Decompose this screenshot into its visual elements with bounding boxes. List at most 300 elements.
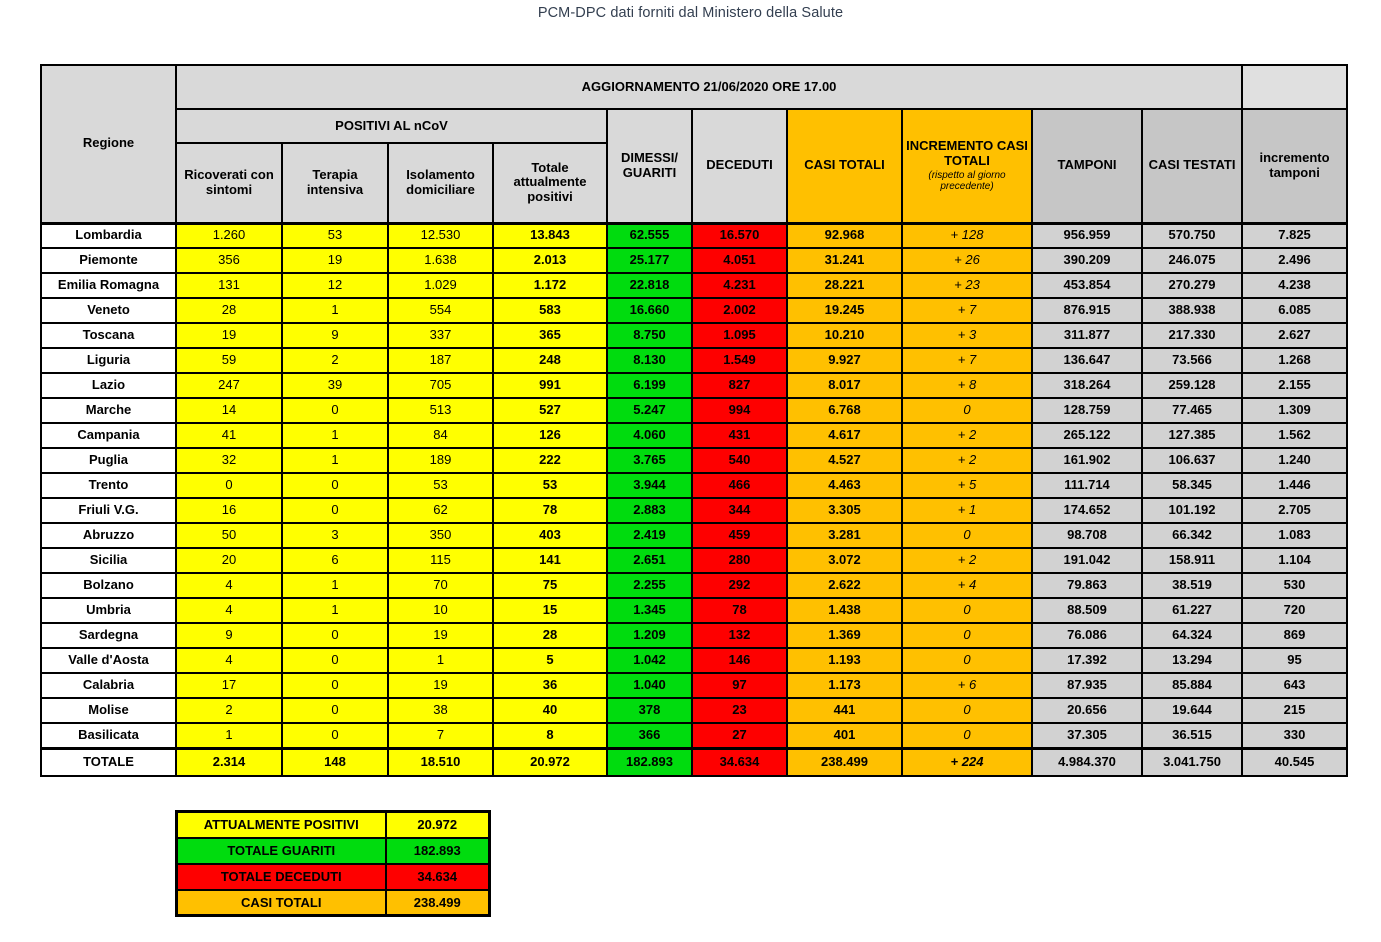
cell-guariti: 4.060 (607, 423, 692, 448)
cell-terapia: 1 (282, 298, 388, 323)
cell-incremento_tamponi: 1.240 (1242, 448, 1347, 473)
cell-ricoverati: 50 (176, 523, 282, 548)
cell-ricoverati: 4 (176, 573, 282, 598)
cell-incremento: + 2 (902, 548, 1032, 573)
cell-ricoverati: 4 (176, 598, 282, 623)
cell-tamponi: 87.935 (1032, 673, 1142, 698)
header-deceduti: DECEDUTI (692, 109, 787, 223)
cell-ricoverati: 14 (176, 398, 282, 423)
cell-casi_testati: 127.385 (1142, 423, 1242, 448)
cell-deceduti: 344 (692, 498, 787, 523)
cell-tamponi: 136.647 (1032, 348, 1142, 373)
cell-terapia: 6 (282, 548, 388, 573)
cell-casi_totali: 4.617 (787, 423, 902, 448)
cell-tamponi: 76.086 (1032, 623, 1142, 648)
cell-casi_testati: 101.192 (1142, 498, 1242, 523)
cell-deceduti: 827 (692, 373, 787, 398)
cell-incremento_tamponi: 40.545 (1242, 748, 1347, 776)
cell-ricoverati: 356 (176, 248, 282, 273)
cell-ricoverati: 41 (176, 423, 282, 448)
header-row-aggiornamento (41, 65, 1347, 109)
cell-tamponi: 4.984.370 (1032, 748, 1142, 776)
cell-incremento_tamponi: 1.268 (1242, 348, 1347, 373)
cell-incremento_tamponi: 215 (1242, 698, 1347, 723)
cell-casi_totali: 3.281 (787, 523, 902, 548)
cell-deceduti: 1.549 (692, 348, 787, 373)
cell-totale_positivi: 13.843 (493, 223, 607, 248)
summary-row (177, 838, 490, 864)
cell-terapia: 0 (282, 673, 388, 698)
cell-incremento: + 7 (902, 298, 1032, 323)
cell-guariti: 3.944 (607, 473, 692, 498)
cell-tamponi: 79.863 (1032, 573, 1142, 598)
cell-guariti: 8.130 (607, 348, 692, 373)
cell-name: Toscana (41, 323, 176, 348)
cell-casi_totali: 401 (787, 723, 902, 748)
cell-casi_testati: 38.519 (1142, 573, 1242, 598)
cell-isolamento: 70 (388, 573, 493, 598)
cell-casi_testati: 85.884 (1142, 673, 1242, 698)
cell-isolamento: 513 (388, 398, 493, 423)
cell-casi_totali: 1.193 (787, 648, 902, 673)
header-incremento-casi-totali-title: INCREMENTO CASI TOTALI (906, 138, 1028, 168)
covid-regions-table (40, 64, 1348, 777)
cell-deceduti: 466 (692, 473, 787, 498)
cell-incremento_tamponi: 720 (1242, 598, 1347, 623)
cell-guariti: 8.750 (607, 323, 692, 348)
header-row-groups (41, 109, 1347, 143)
cell-incremento: + 6 (902, 673, 1032, 698)
cell-isolamento: 62 (388, 498, 493, 523)
cell-deceduti: 431 (692, 423, 787, 448)
summary-row (177, 812, 490, 838)
cell-casi_testati: 36.515 (1142, 723, 1242, 748)
table-row (41, 273, 1347, 298)
table-row (41, 698, 1347, 723)
cell-deceduti: 4.231 (692, 273, 787, 298)
table-row (41, 673, 1347, 698)
page (0, 5, 1381, 917)
cell-isolamento: 337 (388, 323, 493, 348)
cell-ricoverati: 1.260 (176, 223, 282, 248)
cell-ricoverati: 2 (176, 698, 282, 723)
cell-terapia: 1 (282, 423, 388, 448)
table-row (41, 448, 1347, 473)
cell-casi_testati: 259.128 (1142, 373, 1242, 398)
cell-incremento: + 7 (902, 348, 1032, 373)
cell-isolamento: 19 (388, 623, 493, 648)
cell-casi_totali: 3.072 (787, 548, 902, 573)
table-row (41, 473, 1347, 498)
cell-guariti: 1.345 (607, 598, 692, 623)
cell-casi_totali: 19.245 (787, 298, 902, 323)
cell-ricoverati: 59 (176, 348, 282, 373)
cell-isolamento: 18.510 (388, 748, 493, 776)
cell-terapia: 0 (282, 623, 388, 648)
table-body (41, 223, 1347, 776)
cell-incremento: + 1 (902, 498, 1032, 523)
cell-terapia: 2 (282, 348, 388, 373)
cell-isolamento: 1 (388, 648, 493, 673)
table-row (41, 423, 1347, 448)
table-row (41, 398, 1347, 423)
cell-tamponi: 311.877 (1032, 323, 1142, 348)
cell-tamponi: 174.652 (1032, 498, 1142, 523)
summary-body (177, 812, 490, 916)
cell-casi_testati: 58.345 (1142, 473, 1242, 498)
table-row (41, 223, 1347, 248)
cell-terapia: 0 (282, 473, 388, 498)
cell-tamponi: 265.122 (1032, 423, 1142, 448)
cell-name: Marche (41, 398, 176, 423)
table-row (41, 498, 1347, 523)
cell-guariti: 2.419 (607, 523, 692, 548)
cell-incremento_tamponi: 7.825 (1242, 223, 1347, 248)
cell-incremento_tamponi: 2.496 (1242, 248, 1347, 273)
cell-totale_positivi: 36 (493, 673, 607, 698)
table-row (41, 248, 1347, 273)
cell-casi_totali: 441 (787, 698, 902, 723)
cell-tamponi: 876.915 (1032, 298, 1142, 323)
cell-totale_positivi: 527 (493, 398, 607, 423)
cell-totale_positivi: 28 (493, 623, 607, 648)
cell-ricoverati: 32 (176, 448, 282, 473)
cell-terapia: 148 (282, 748, 388, 776)
summary-label: TOTALE DECEDUTI (177, 864, 386, 890)
table-row (41, 298, 1347, 323)
cell-totale_positivi: 365 (493, 323, 607, 348)
cell-terapia: 9 (282, 323, 388, 348)
cell-name: Campania (41, 423, 176, 448)
cell-deceduti: 292 (692, 573, 787, 598)
cell-deceduti: 34.634 (692, 748, 787, 776)
cell-deceduti: 1.095 (692, 323, 787, 348)
cell-ricoverati: 2.314 (176, 748, 282, 776)
cell-incremento_tamponi: 330 (1242, 723, 1347, 748)
table-row (41, 623, 1347, 648)
cell-guariti: 22.818 (607, 273, 692, 298)
cell-casi_testati: 77.465 (1142, 398, 1242, 423)
cell-incremento_tamponi: 869 (1242, 623, 1347, 648)
cell-totale_positivi: 78 (493, 498, 607, 523)
cell-deceduti: 540 (692, 448, 787, 473)
cell-terapia: 0 (282, 648, 388, 673)
cell-terapia: 1 (282, 598, 388, 623)
cell-deceduti: 27 (692, 723, 787, 748)
cell-name: Liguria (41, 348, 176, 373)
summary-value: 238.499 (386, 890, 490, 916)
cell-isolamento: 19 (388, 673, 493, 698)
cell-name: Friuli V.G. (41, 498, 176, 523)
cell-isolamento: 189 (388, 448, 493, 473)
cell-casi_testati: 388.938 (1142, 298, 1242, 323)
summary-value: 20.972 (386, 812, 490, 838)
cell-guariti: 378 (607, 698, 692, 723)
cell-incremento: 0 (902, 523, 1032, 548)
cell-casi_totali: 238.499 (787, 748, 902, 776)
cell-name: Emilia Romagna (41, 273, 176, 298)
cell-name: Puglia (41, 448, 176, 473)
header-dimessi-guariti: DIMESSI/ GUARITI (607, 109, 692, 223)
header-ricoverati-con-sintomi: Ricoverati con sintomi (176, 143, 282, 223)
cell-casi_totali: 92.968 (787, 223, 902, 248)
cell-tamponi: 20.656 (1032, 698, 1142, 723)
cell-guariti: 1.209 (607, 623, 692, 648)
cell-tamponi: 956.959 (1032, 223, 1142, 248)
cell-incremento_tamponi: 2.155 (1242, 373, 1347, 398)
table-row (41, 373, 1347, 398)
cell-deceduti: 994 (692, 398, 787, 423)
cell-deceduti: 97 (692, 673, 787, 698)
cell-guariti: 2.651 (607, 548, 692, 573)
summary-label: ATTUALMENTE POSITIVI (177, 812, 386, 838)
cell-guariti: 182.893 (607, 748, 692, 776)
cell-incremento_tamponi: 1.309 (1242, 398, 1347, 423)
cell-incremento: + 4 (902, 573, 1032, 598)
header-incremento-casi-totali-note: (rispetto al giorno precedente) (928, 170, 1006, 193)
cell-tamponi: 98.708 (1032, 523, 1142, 548)
cell-ricoverati: 4 (176, 648, 282, 673)
cell-name: Molise (41, 698, 176, 723)
cell-casi_totali: 4.527 (787, 448, 902, 473)
cell-incremento_tamponi: 6.085 (1242, 298, 1347, 323)
header-isolamento-domiciliare: Isolamento domiciliare (388, 143, 493, 223)
cell-incremento: + 128 (902, 223, 1032, 248)
cell-terapia: 0 (282, 723, 388, 748)
cell-incremento: 0 (902, 723, 1032, 748)
cell-guariti: 1.042 (607, 648, 692, 673)
header-casi-testati: CASI TESTATI (1142, 109, 1242, 223)
table-row (41, 348, 1347, 373)
header-positivi-group: POSITIVI AL nCoV (176, 109, 607, 143)
cell-totale_positivi: 5 (493, 648, 607, 673)
cell-casi_totali: 8.017 (787, 373, 902, 398)
cell-isolamento: 53 (388, 473, 493, 498)
cell-isolamento: 12.530 (388, 223, 493, 248)
cell-totale_positivi: 8 (493, 723, 607, 748)
cell-tamponi: 17.392 (1032, 648, 1142, 673)
cell-incremento: + 2 (902, 423, 1032, 448)
cell-tamponi: 37.305 (1032, 723, 1142, 748)
cell-incremento_tamponi: 4.238 (1242, 273, 1347, 298)
cell-name: TOTALE (41, 748, 176, 776)
cell-incremento_tamponi: 643 (1242, 673, 1347, 698)
cell-incremento: + 224 (902, 748, 1032, 776)
cell-name: Abruzzo (41, 523, 176, 548)
cell-deceduti: 459 (692, 523, 787, 548)
cell-incremento: + 3 (902, 323, 1032, 348)
table-row (41, 573, 1347, 598)
header-totale-attualmente-positivi: Totale attualmente positivi (493, 143, 607, 223)
cell-incremento_tamponi: 1.562 (1242, 423, 1347, 448)
cell-tamponi: 318.264 (1032, 373, 1142, 398)
cell-casi_totali: 9.927 (787, 348, 902, 373)
cell-name: Sicilia (41, 548, 176, 573)
cell-isolamento: 84 (388, 423, 493, 448)
cell-name: Calabria (41, 673, 176, 698)
cell-incremento_tamponi: 1.104 (1242, 548, 1347, 573)
cell-deceduti: 4.051 (692, 248, 787, 273)
cell-terapia: 0 (282, 698, 388, 723)
cell-incremento_tamponi: 1.083 (1242, 523, 1347, 548)
cell-isolamento: 1.638 (388, 248, 493, 273)
cell-terapia: 39 (282, 373, 388, 398)
cell-guariti: 5.247 (607, 398, 692, 423)
cell-deceduti: 2.002 (692, 298, 787, 323)
cell-guariti: 25.177 (607, 248, 692, 273)
summary-row (177, 890, 490, 916)
cell-tamponi: 191.042 (1032, 548, 1142, 573)
summary-label: CASI TOTALI (177, 890, 386, 916)
cell-casi_totali: 3.305 (787, 498, 902, 523)
cell-isolamento: 187 (388, 348, 493, 373)
cell-incremento: 0 (902, 398, 1032, 423)
cell-deceduti: 132 (692, 623, 787, 648)
cell-isolamento: 554 (388, 298, 493, 323)
summary-value: 34.634 (386, 864, 490, 890)
cell-deceduti: 78 (692, 598, 787, 623)
cell-casi_testati: 19.644 (1142, 698, 1242, 723)
table-row-totale (41, 748, 1347, 776)
summary-label: TOTALE GUARITI (177, 838, 386, 864)
cell-incremento_tamponi: 2.705 (1242, 498, 1347, 523)
cell-tamponi: 453.854 (1032, 273, 1142, 298)
cell-totale_positivi: 15 (493, 598, 607, 623)
header-incremento-tamponi: incremento tamponi (1242, 109, 1347, 223)
summary-row (177, 864, 490, 890)
cell-terapia: 53 (282, 223, 388, 248)
table-row (41, 723, 1347, 748)
cell-guariti: 2.883 (607, 498, 692, 523)
cell-deceduti: 146 (692, 648, 787, 673)
cell-terapia: 0 (282, 398, 388, 423)
table-row (41, 598, 1347, 623)
cell-name: Umbria (41, 598, 176, 623)
cell-casi_totali: 10.210 (787, 323, 902, 348)
cell-incremento: + 26 (902, 248, 1032, 273)
cell-totale_positivi: 126 (493, 423, 607, 448)
cell-isolamento: 705 (388, 373, 493, 398)
header-terapia-intensiva: Terapia intensiva (282, 143, 388, 223)
cell-deceduti: 23 (692, 698, 787, 723)
cell-ricoverati: 16 (176, 498, 282, 523)
table-row (41, 523, 1347, 548)
cell-deceduti: 280 (692, 548, 787, 573)
cell-casi_totali: 28.221 (787, 273, 902, 298)
cell-casi_totali: 1.369 (787, 623, 902, 648)
cell-isolamento: 1.029 (388, 273, 493, 298)
cell-casi_testati: 64.324 (1142, 623, 1242, 648)
table-row (41, 323, 1347, 348)
cell-isolamento: 115 (388, 548, 493, 573)
cell-isolamento: 38 (388, 698, 493, 723)
cell-terapia: 19 (282, 248, 388, 273)
cell-deceduti: 16.570 (692, 223, 787, 248)
cell-isolamento: 350 (388, 523, 493, 548)
cell-totale_positivi: 991 (493, 373, 607, 398)
cell-name: Bolzano (41, 573, 176, 598)
cell-name: Veneto (41, 298, 176, 323)
cell-ricoverati: 1 (176, 723, 282, 748)
cell-incremento: 0 (902, 698, 1032, 723)
cell-incremento: 0 (902, 623, 1032, 648)
cell-casi_totali: 2.622 (787, 573, 902, 598)
cell-ricoverati: 19 (176, 323, 282, 348)
cell-casi_totali: 1.173 (787, 673, 902, 698)
cell-totale_positivi: 141 (493, 548, 607, 573)
table-row (41, 548, 1347, 573)
cell-ricoverati: 17 (176, 673, 282, 698)
cell-tamponi: 128.759 (1032, 398, 1142, 423)
cell-tamponi: 161.902 (1032, 448, 1142, 473)
cell-incremento_tamponi: 95 (1242, 648, 1347, 673)
cell-totale_positivi: 40 (493, 698, 607, 723)
cell-ricoverati: 28 (176, 298, 282, 323)
cell-casi_testati: 158.911 (1142, 548, 1242, 573)
cell-incremento_tamponi: 530 (1242, 573, 1347, 598)
cell-casi_testati: 66.342 (1142, 523, 1242, 548)
cell-incremento: 0 (902, 598, 1032, 623)
summary-value: 182.893 (386, 838, 490, 864)
cell-name: Lazio (41, 373, 176, 398)
cell-totale_positivi: 248 (493, 348, 607, 373)
cell-totale_positivi: 1.172 (493, 273, 607, 298)
cell-terapia: 12 (282, 273, 388, 298)
cell-guariti: 62.555 (607, 223, 692, 248)
cell-casi_totali: 4.463 (787, 473, 902, 498)
cell-totale_positivi: 75 (493, 573, 607, 598)
cell-ricoverati: 0 (176, 473, 282, 498)
cell-casi_totali: 6.768 (787, 398, 902, 423)
header-regione: Regione (41, 65, 176, 223)
header-corner-blank-cell (1242, 65, 1347, 109)
cell-incremento_tamponi: 2.627 (1242, 323, 1347, 348)
cell-incremento: + 2 (902, 448, 1032, 473)
cell-terapia: 1 (282, 448, 388, 473)
cell-casi_testati: 570.750 (1142, 223, 1242, 248)
header-aggiornamento: AGGIORNAMENTO 21/06/2020 ORE 17.00 (176, 65, 1242, 109)
cell-totale_positivi: 222 (493, 448, 607, 473)
cell-ricoverati: 247 (176, 373, 282, 398)
cell-terapia: 0 (282, 498, 388, 523)
page-title: PCM-DPC dati forniti dal Ministero della Salute (537, 5, 844, 21)
cell-terapia: 1 (282, 573, 388, 598)
cell-ricoverati: 20 (176, 548, 282, 573)
cell-casi_testati: 3.041.750 (1142, 748, 1242, 776)
cell-casi_testati: 73.566 (1142, 348, 1242, 373)
cell-ricoverati: 9 (176, 623, 282, 648)
cell-totale_positivi: 20.972 (493, 748, 607, 776)
cell-guariti: 3.765 (607, 448, 692, 473)
header-incremento-casi-totali (902, 109, 1032, 223)
cell-casi_totali: 31.241 (787, 248, 902, 273)
summary-table (175, 810, 491, 917)
cell-tamponi: 88.509 (1032, 598, 1142, 623)
cell-isolamento: 10 (388, 598, 493, 623)
cell-name: Lombardia (41, 223, 176, 248)
cell-ricoverati: 131 (176, 273, 282, 298)
cell-casi_testati: 246.075 (1142, 248, 1242, 273)
cell-incremento: + 5 (902, 473, 1032, 498)
cell-isolamento: 7 (388, 723, 493, 748)
cell-name: Sardegna (41, 623, 176, 648)
cell-terapia: 3 (282, 523, 388, 548)
cell-incremento: 0 (902, 648, 1032, 673)
cell-totale_positivi: 403 (493, 523, 607, 548)
cell-name: Valle d'Aosta (41, 648, 176, 673)
cell-casi_testati: 13.294 (1142, 648, 1242, 673)
cell-totale_positivi: 583 (493, 298, 607, 323)
